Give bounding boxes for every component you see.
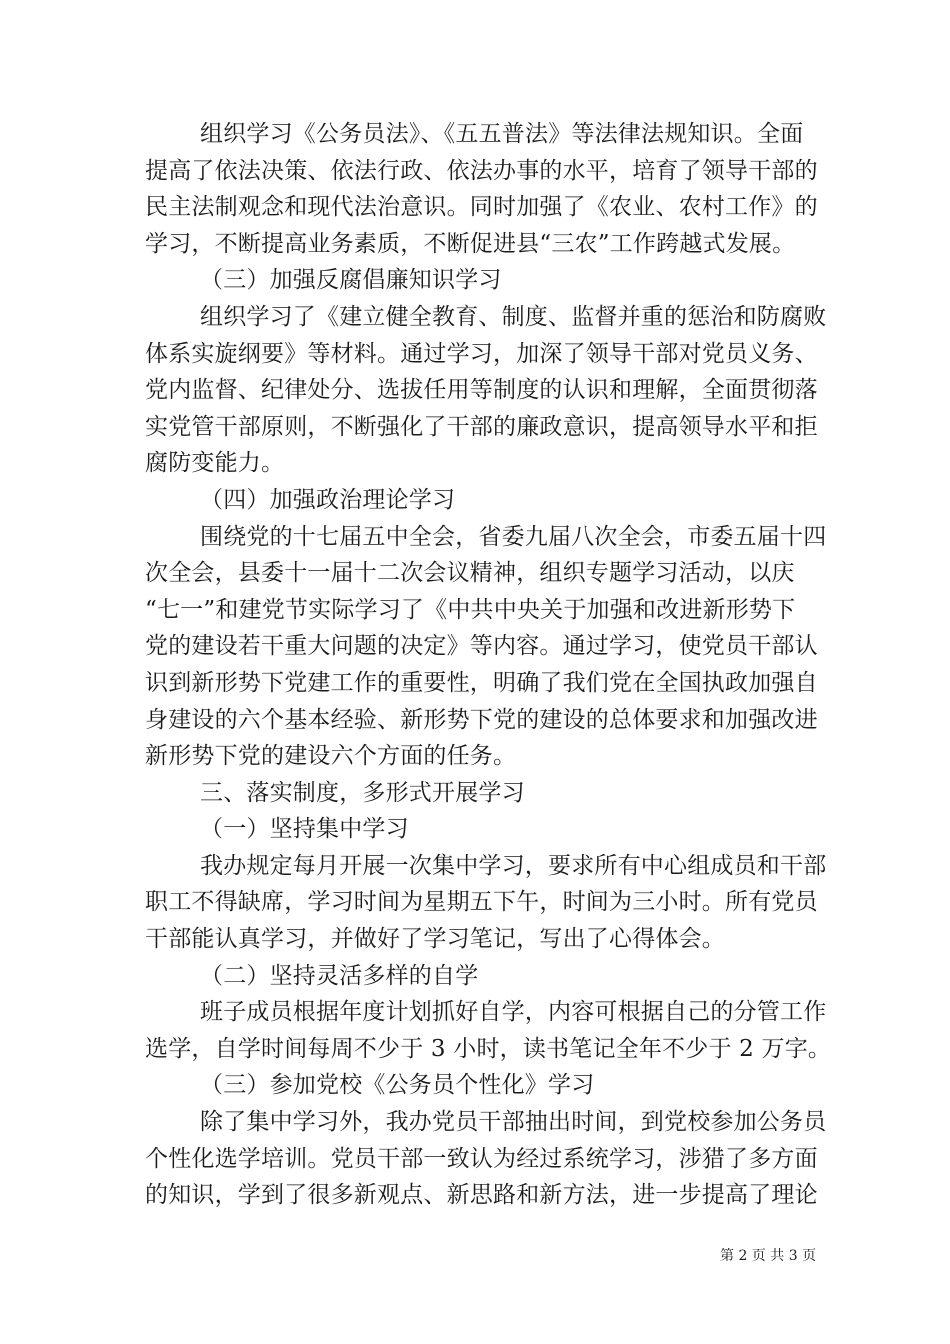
text-line: 党内监督、纪律处分、选拔任用等制度的认识和理解，全面贯彻落	[145, 377, 818, 404]
text-line: （四）加强政治理论学习	[200, 486, 456, 513]
text-line: 身建设的六个基本经验、新形势下党的建设的总体要求和加强改进	[145, 706, 818, 733]
text-line: 新形势下党的建设六个方面的任务。	[145, 743, 517, 770]
text-line: 干部能认真学习，并做好了学习笔记，写出了心得体会。	[145, 926, 725, 953]
text-line: 的知识，学到了很多新观点、新思路和新方法，进一步提高了理论	[145, 1182, 818, 1209]
text-line: 职工不得缺席，学习时间为星期五下午，时间为三小时。所有党员	[145, 889, 818, 916]
text-line: 学习，不断提高业务素质，不断促进县“三农”工作跨越式发展。	[145, 230, 796, 257]
text-line: 除了集中学习外，我办党员干部抽出时间，到党校参加公务员	[200, 1109, 827, 1136]
page-number-footer: 第 2 页 共 3 页	[720, 1248, 817, 1264]
text-line: 体系实旋纲要》等材料。通过学习，加深了领导干部对党员义务、	[145, 340, 818, 367]
text-line: 提高了依法决策、依法行政、依法办事的水平，培育了领导干部的	[145, 157, 818, 184]
text-line: （三）加强反腐倡廉知识学习	[200, 267, 502, 294]
text-line: 选学，自学时间每周不少于 3 小时，读书笔记全年不少于 2 万字。	[145, 1035, 832, 1062]
text-line: 组织学习《公务员法》、《五五普法》等法律法规知识。全面	[200, 121, 804, 147]
text-line: 个性化选学培训。党员干部一致认为经过系统学习，涉猎了多方面	[145, 1145, 818, 1172]
text-line: 腐防变能力。	[145, 450, 285, 477]
text-line: 班子成员根据年度计划抓好自学，内容可根据自己的分管工作	[200, 999, 827, 1026]
text-line: 三、落实制度，多形式开展学习	[200, 779, 525, 806]
text-line: 围绕党的十七届五中全会，省委九届八次全会，市委五届十四	[200, 523, 827, 550]
text-line: “七一”和建党节实际学习了《中共中央关于加强和改进新形势下	[145, 596, 796, 623]
text-line: 我办规定每月开展一次集中学习，要求所有中心组成员和干部	[200, 852, 827, 879]
text-line: 党的建设若干重大问题的决定》等内容。通过学习，使党员干部认	[145, 633, 818, 660]
text-line: 民主法制观念和现代法治意识。同时加强了《农业、农村工作》的	[145, 194, 818, 221]
text-line: （一）坚持集中学习	[200, 816, 409, 843]
text-line: （二）坚持灵活多样的自学	[200, 962, 479, 989]
text-line: 实党管干部原则，不断强化了干部的廉政意识，提高领导水平和拒	[145, 413, 818, 440]
text-line: （三）参加党校《公务员个性化》学习	[200, 1072, 595, 1099]
document-body	[145, 116, 832, 1214]
text-line: 识到新形势下党建工作的重要性，明确了我们党在全国执政加强自	[145, 669, 818, 696]
text-line: 次全会，县委十一届十二次会议精神，组织专题学习活动，以庆	[145, 560, 795, 587]
text-line: 组织学习了《建立健全教育、制度、监督并重的惩治和防腐败	[200, 303, 827, 330]
